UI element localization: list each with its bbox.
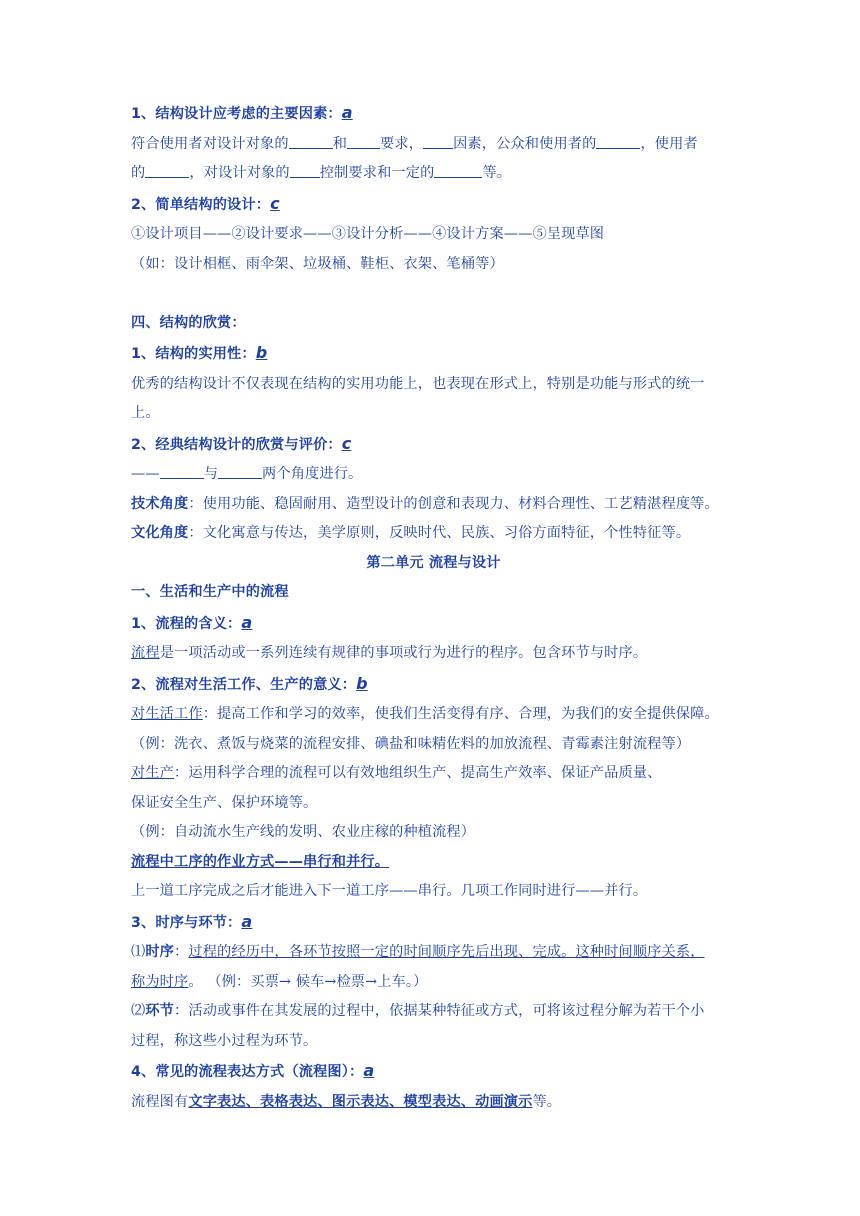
heading-process: 一、生活和生产中的流程 (131, 584, 289, 600)
text: 的 (131, 165, 146, 181)
tech-angle (131, 490, 736, 520)
fill-blank (423, 134, 453, 149)
term: 流程 (131, 645, 160, 661)
text: ，使用者 (640, 135, 698, 152)
label: 时序 (145, 944, 175, 960)
text: ：活动或事件在其发展的过程中，依据某种特征或方式，可将该过程分解为若干个小 (174, 1003, 705, 1019)
link-definition (131, 997, 736, 1027)
section-sequence-link (131, 907, 736, 939)
example-text: （例：自动流水生产线的发明、农业庄稼的种植流程） (131, 824, 476, 840)
number: ⑵ (131, 1003, 146, 1019)
paragraph: 上。 (131, 405, 160, 421)
section-structure-factors (131, 98, 736, 130)
heading-appreciation: 四、结构的欣赏： (131, 314, 246, 331)
heading: 1、流程的含义： (131, 615, 242, 632)
fill-blank (596, 134, 640, 149)
spacer (131, 279, 736, 309)
paragraph (131, 759, 736, 789)
text: ，对设计对象的 (189, 165, 290, 181)
unit-title: 第二单元 流程与设计 (366, 554, 501, 571)
level-tag: c (341, 433, 352, 453)
text: —— (131, 466, 160, 482)
work-mode-heading: 流程中工序的作业方式——串行和并行。 (131, 853, 390, 870)
design-steps: ①设计项目——②设计要求——③设计分析——④设计方案——⑤呈现草图 (131, 226, 605, 242)
section-practicality (131, 338, 736, 370)
section-classic-design (131, 429, 736, 461)
text: ：提高工作和学习的效率，使我们生活变得有序、合理，为我们的安全提供保障。 (202, 706, 719, 722)
text: 因素，公众和使用者的 (453, 135, 597, 152)
term: 对生活工作 (131, 706, 203, 722)
paragraph (131, 159, 736, 189)
fill-blank (145, 163, 189, 178)
level-tag: a (241, 612, 253, 632)
fill-blank (218, 464, 262, 479)
text: 控制要求和一定的 (319, 165, 435, 181)
text: 与 (203, 466, 219, 482)
label: 文化角度 (131, 525, 189, 541)
paragraph: 保证安全生产、保护环境等。 (131, 794, 318, 811)
heading: 2、经典结构设计的欣赏与评价： (131, 436, 342, 453)
paragraph: 优秀的结构设计不仅表现在结构的实用功能上，也表现在形式上，特别是功能与形式的统一 (131, 375, 705, 392)
text: 流程图有 (131, 1093, 189, 1110)
text: ：使用功能、稳固耐用、造型设计的创意和表现力、材料合理性、工艺精湛程度等。 (188, 495, 719, 512)
fill-blank (289, 134, 333, 149)
label: 环节 (145, 1003, 175, 1019)
label: 技术角度 (131, 495, 189, 512)
heading: 2、流程对生活工作、生产的意义： (131, 676, 357, 693)
sequence-definition-cont (131, 968, 736, 998)
term: 文字表达、表格表达、图示表达、模型表达、动画演示 (188, 1093, 533, 1110)
fill-blank (347, 134, 380, 149)
paragraph (131, 130, 736, 160)
heading: 3、时序与环节： (131, 914, 242, 931)
culture-angle (131, 519, 736, 549)
level-tag: a (341, 103, 353, 122)
number: ⑴ (131, 944, 146, 960)
example-text: （如：设计相框、雨伞架、垃圾桶、鞋柜、衣架、笔桶等） (131, 255, 504, 272)
sequence-definition (131, 938, 736, 968)
heading: 4、常见的流程表达方式（流程图）： (131, 1064, 364, 1080)
paragraph (131, 700, 736, 730)
text: 等。 (532, 1093, 562, 1110)
paragraph: 上一道工序完成之后才能进入下一道工序——串行。几项工作同时进行——并行。 (131, 883, 648, 899)
heading: 1、结构的实用性： (131, 346, 256, 362)
level-tag: a (363, 1061, 375, 1080)
section-flowchart (131, 1056, 736, 1088)
paragraph (131, 639, 736, 669)
section-process-significance (131, 669, 736, 701)
text: 称为时序 (131, 973, 189, 990)
fill-blank (290, 163, 320, 178)
text: 。 （例：买票→ 候车→检票→上车。） (188, 973, 428, 990)
text: 和 (332, 135, 348, 152)
paragraph (131, 1088, 736, 1118)
level-tag: a (241, 911, 253, 931)
level-tag: c (270, 193, 280, 213)
text: ：文化寓意与传达，美学原则，反映时代、民族、习俗方面特征，个性特征等。 (188, 525, 691, 541)
text: 等。 (482, 165, 512, 181)
text: 是一项活动或一系列连续有规律的事项或行为进行的程序。包含环节与时序。 (159, 645, 648, 661)
section-simple-structure (131, 189, 736, 221)
paragraph: 过程，称这些小过程为环节。 (131, 1032, 318, 1049)
term: 对生产 (131, 765, 175, 781)
text: ： (174, 944, 189, 960)
text: ：运用科学合理的流程可以有效地组织生产、提高生产效率、保证产品质量、 (174, 765, 662, 781)
text: 符合使用者对设计对象的 (131, 135, 289, 152)
heading: 2、简单结构的设计： (131, 196, 271, 213)
level-tag: b (356, 673, 368, 693)
example-text: （例：洗衣、煮饭与烧菜的流程安排、碘盐和味精佐料的加放流程、青霉素注射流程等） (131, 735, 691, 752)
text: 两个角度进行。 (262, 466, 363, 482)
fill-blank (160, 464, 204, 479)
heading: 1、结构设计应考虑的主要因素： (131, 106, 342, 122)
text: 要求， (380, 135, 424, 152)
text: 过程的经历中，各环节按照一定的时间顺序先后出现、完成。这种时间顺序关系， (188, 944, 705, 960)
section-process-meaning (131, 608, 736, 640)
fill-blank (434, 163, 482, 178)
paragraph (131, 460, 736, 490)
level-tag: b (255, 343, 268, 362)
